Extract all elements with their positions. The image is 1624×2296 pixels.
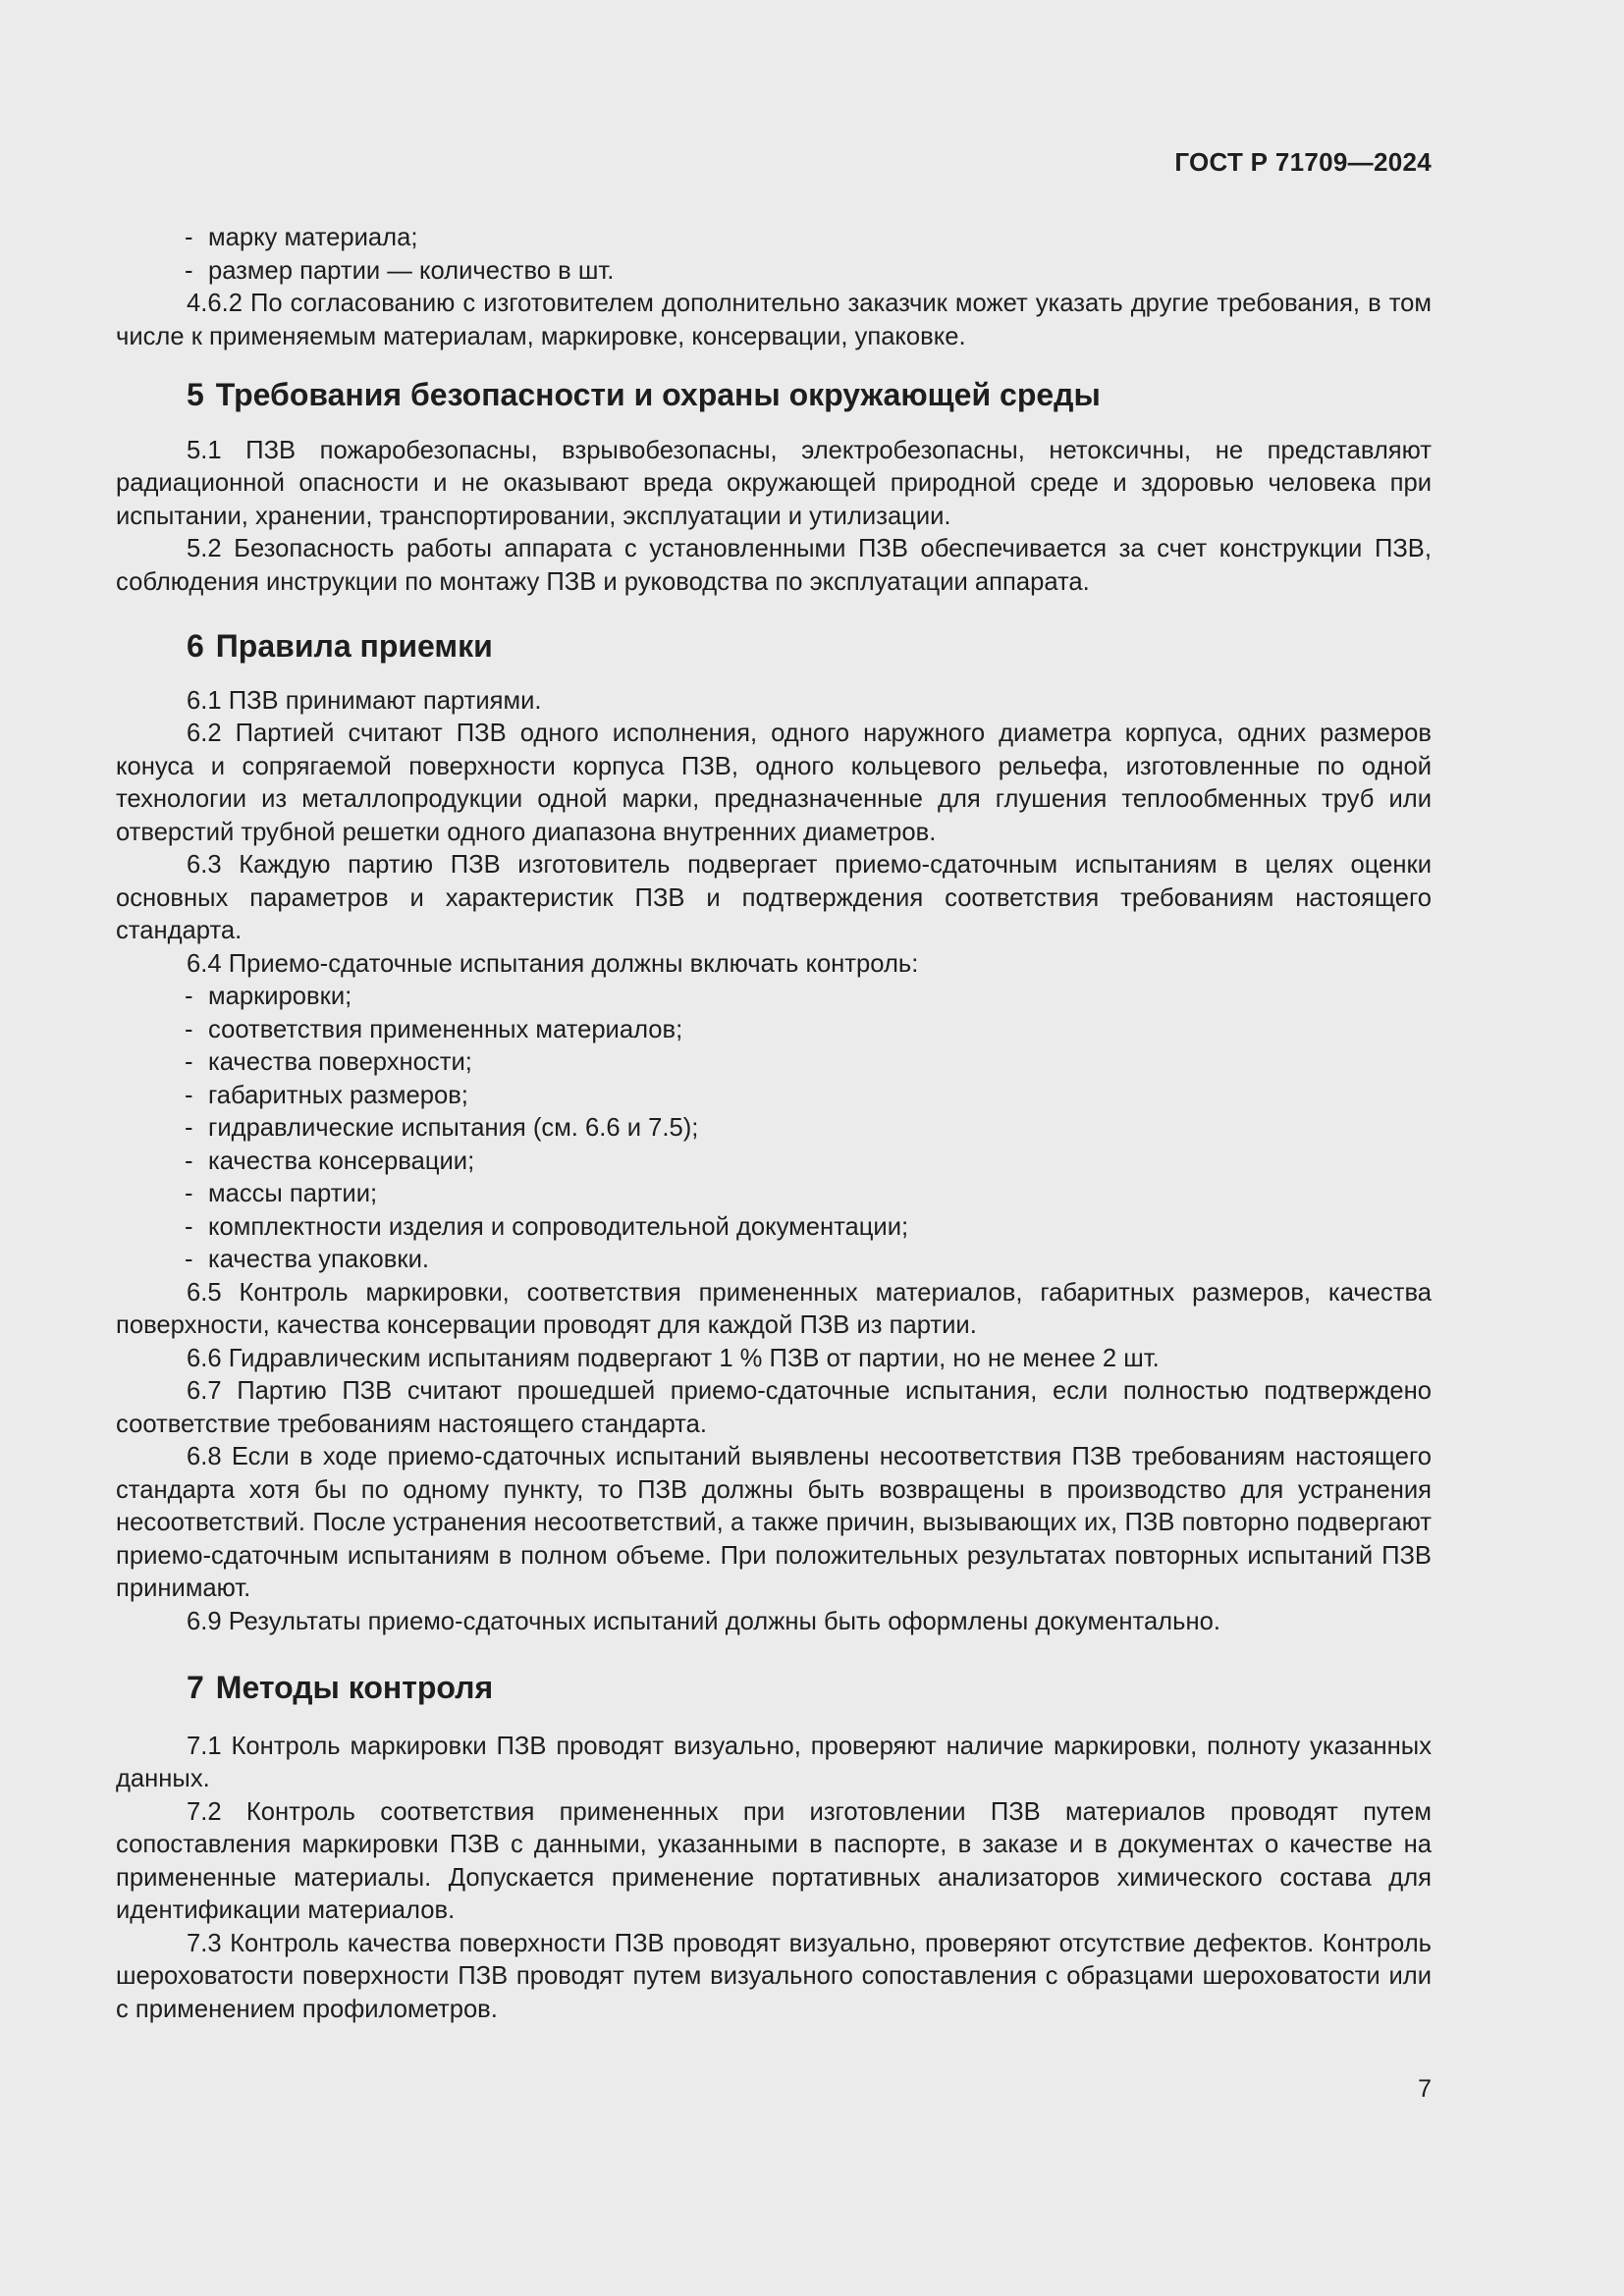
list-item: [116, 1244, 1432, 1277]
list-item: [116, 1080, 1432, 1113]
paragraph: 5.2 Безопасность работы аппарата с установленными ПЗВ обеспечивается за счет конструкции ПЗВ, соблюдения инструкции по монтажу ПЗВ и руководства по эксплуатации аппарата.: [116, 535, 1432, 596]
section-number: 5: [187, 377, 204, 412]
paragraph: 6.7 Партию ПЗВ считают прошедшей приемо-сдаточные испытания, если полностью подтверждено соответствие требованиям настоящего стандарта.: [116, 1377, 1432, 1438]
section-title: Методы контроля: [215, 1670, 494, 1705]
list-item-text: соответствия примененных материалов;: [208, 1015, 683, 1043]
list-dash: -: [185, 1147, 193, 1175]
paragraph: 6.2 Партией считают ПЗВ одного исполнения, одного наружного диаметра корпуса, одних размеров конуса и сопрягаемой поверхности корпуса ПЗВ, одного кольцевого рельефа, изготовленные по одной технологии из металлопродукции одной марки, предназначенные для глушения теплообменных труб или отверстий трубной решетки одного диапазона внутренних диаметров.: [116, 720, 1432, 846]
list-item-text: марку материала;: [208, 224, 418, 251]
section-title: Требования безопасности и охраны окружающей среды: [215, 377, 1101, 412]
section-number: 6: [187, 628, 204, 664]
list-item-text: размер партии — количество в шт.: [208, 256, 615, 285]
paragraph: 7.2 Контроль соответствия примененных при изготовлении ПЗВ материалов проводят путем сопоставления маркировки ПЗВ с данными, указанными в паспорте, в заказе и в документах о качестве на примененные материалы. Допускается применение портативных анализаторов химического состава для идентификации материалов.: [116, 1797, 1432, 1924]
paragraph: 6.3 Каждую партию ПЗВ изготовитель подвергает приемо-сдаточным испытаниям в целях оценки основных параметров и характеристик ПЗВ и подтверждения соответствия требованиям настоящего стандарта.: [116, 851, 1432, 944]
list-item: [116, 1178, 1432, 1211]
list-item-text: гидравлические испытания (см. 6.6 и 7.5);: [208, 1114, 699, 1142]
list-item: [116, 1112, 1432, 1146]
list-item-text: массы партии;: [208, 1180, 378, 1207]
section-heading: [116, 1672, 1432, 1705]
list-dash: -: [185, 1212, 193, 1241]
paragraph: 5.1 ПЗВ пожаробезопасны, взрывобезопасны, электробезопасны, нетоксичны, не представляют радиационной опасности и не оказывают вреда окружающей природной среде и здоровью человека при испытании, хранении, транспортировании, эксплуатации и утилизации.: [116, 436, 1432, 530]
list-dash: -: [185, 983, 193, 1010]
list-dash: -: [185, 224, 193, 251]
paragraph: 6.9 Результаты приемо-сдаточных испытаний должны быть оформлены документально.: [187, 1607, 1220, 1635]
section-heading: [116, 379, 1432, 412]
list-item: [116, 1014, 1432, 1047]
list-item: [116, 255, 1432, 289]
paragraph: 6.4 Приемо-сдаточные испытания должны включать контроль:: [187, 949, 919, 978]
list-dash: -: [185, 1015, 193, 1043]
page-number: 7: [1418, 2075, 1432, 2103]
list-dash: -: [185, 1180, 193, 1207]
paragraph: 4.6.2 По согласованию с изготовителем дополнительно заказчик может указать другие требования, в том числе к применяемым материалам, маркировке, консервации, упаковке.: [116, 290, 1432, 350]
section-heading: [116, 630, 1432, 664]
paragraph: 6.5 Контроль маркировки, соответствия примененных материалов, габаритных размеров, качества поверхности, качества консервации проводят для каждой ПЗВ из партии.: [116, 1278, 1432, 1339]
document-code: ГОСТ Р 71709—2024: [1174, 147, 1432, 177]
list-item: [116, 222, 1432, 255]
list-item-text: маркировки;: [208, 983, 352, 1010]
section-number: 7: [187, 1670, 204, 1705]
document-body: [116, 222, 1432, 2026]
list-item: [116, 1046, 1432, 1080]
list-dash: -: [185, 1246, 193, 1273]
paragraph: 6.1 ПЗВ принимают партиями.: [187, 686, 542, 715]
paragraph: 6.8 Если в ходе приемо-сдаточных испытаний выявлены несоответствия ПЗВ требованиям настоящего стандарта хотя бы по одному пункту, то ПЗВ должны быть возвращены в производство для устранения несоответствий. После устранения несоответствий, а также причин, вызывающих их, ПЗВ повторно подвергают приемо-сдаточным испытаниям в полном объеме. При положительных результатах повторных испытаний ПЗВ принимают.: [116, 1443, 1432, 1602]
list-item: [116, 1211, 1432, 1245]
list-item: [116, 981, 1432, 1014]
paragraph: 7.3 Контроль качества поверхности ПЗВ проводят визуально, проверяют отсутствие дефектов. Контроль шероховатости поверхности ПЗВ проводят путем визуального сопоставления с образцами шероховатости или с применением профилометров.: [116, 1929, 1432, 2023]
list-item-text: качества поверхности;: [208, 1048, 472, 1076]
paragraph: 6.6 Гидравлическим испытаниям подвергают 1 % ПЗВ от партии, но не менее 2 шт.: [187, 1344, 1160, 1372]
list-dash: -: [185, 1048, 193, 1076]
list-item-text: габаритных размеров;: [208, 1081, 468, 1109]
list-item-text: комплектности изделия и сопроводительной документации;: [208, 1212, 909, 1241]
list-item-text: качества упаковки.: [208, 1246, 429, 1273]
paragraph: 7.1 Контроль маркировки ПЗВ проводят визуально, проверяют наличие маркировки, полноту указанных данных.: [116, 1732, 1432, 1792]
list-dash: -: [185, 1114, 193, 1142]
list-dash: -: [185, 256, 193, 285]
list-item: [116, 1146, 1432, 1179]
list-dash: -: [185, 1081, 193, 1109]
list-item-text: качества консервации;: [208, 1147, 475, 1175]
section-title: Правила приемки: [215, 628, 493, 664]
